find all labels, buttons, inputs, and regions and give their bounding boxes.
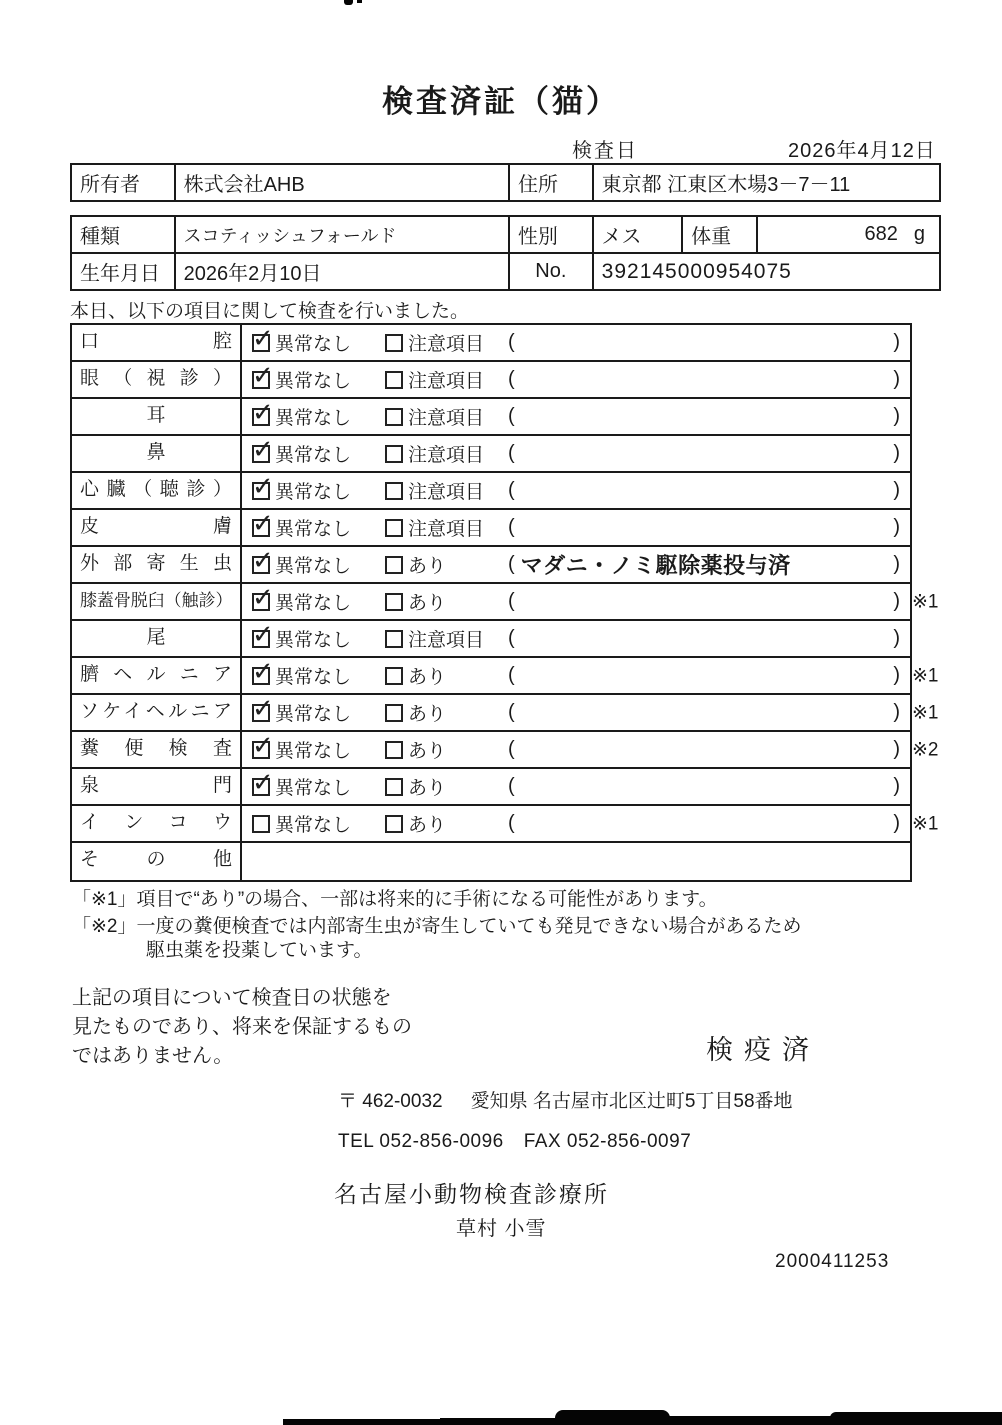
sex-value: メス (592, 217, 682, 252)
opt2-label: 注意項目 (408, 519, 485, 540)
exam-opt1 (242, 736, 375, 763)
exam-paren (508, 664, 910, 687)
exam-row-body (242, 621, 910, 656)
opt1-label: 異常なし (275, 593, 352, 614)
breed-value: スコティッシュフォールド (174, 217, 508, 252)
opt2-checkbox (385, 741, 403, 759)
exam-row (72, 547, 910, 584)
breed-label: 種類 (80, 226, 120, 248)
opt2-label: 注意項目 (408, 445, 485, 466)
exam-opt2 (375, 662, 508, 689)
exam-item-label: 泉門 (72, 769, 242, 804)
opt2-checkbox (385, 408, 403, 426)
opt1-checkbox (252, 334, 270, 352)
paren-close-char: ) (893, 442, 900, 464)
opt2-checkbox (385, 519, 403, 537)
pet-row-2 (72, 252, 939, 289)
exam-paren (508, 479, 910, 502)
exam-note-mark: ※2 (912, 739, 939, 760)
weight-cell (756, 217, 939, 252)
exam-opt2 (375, 477, 508, 504)
paren-close-char: ) (893, 479, 900, 501)
opt1-checkbox (252, 815, 270, 833)
opt2-checkbox (385, 482, 403, 500)
clinic-postal: 〒 462-0032 (338, 1091, 443, 1112)
exam-opt2 (375, 514, 508, 541)
opt1-checkbox (252, 667, 270, 685)
owner-value: 株式会社AHB (174, 165, 508, 200)
opt2-label: 注意項目 (408, 482, 485, 503)
exam-row-body (242, 732, 910, 767)
exam-opt1 (242, 551, 375, 578)
clinic-tel: TEL 052-856-0096 (338, 1131, 504, 1152)
clinic-address: 愛知県 名古屋市北区辻町5丁目58番地 (470, 1091, 793, 1112)
exam-opt2 (375, 699, 508, 726)
exam-opt1 (242, 588, 375, 615)
exam-row (72, 436, 910, 473)
opt2-checkbox (385, 667, 403, 685)
opt2-checkbox (385, 371, 403, 389)
exam-note-mark: ※1 (912, 665, 939, 686)
pet-table (70, 215, 941, 291)
opt2-checkbox (385, 445, 403, 463)
exam-opt2 (375, 366, 508, 393)
exam-row-body (242, 510, 910, 545)
exam-row-body (242, 325, 910, 360)
opt1-checkbox (252, 593, 270, 611)
exam-row-body (242, 473, 910, 508)
exam-opt1 (242, 514, 375, 541)
birthdate-value: 2026年2月10日 (174, 254, 508, 289)
opt2-label: あり (408, 778, 447, 799)
clinic-name: 名古屋小動物検査診療所 (334, 1181, 609, 1207)
exam-row (72, 362, 910, 399)
paren-open-char: ( (508, 405, 515, 427)
address-value: 東京都 江東区木場3－7－11 (592, 165, 939, 200)
footnote-1: 「※1」項目で“あり”の場合、一部は将来的に手術になる可能性があります。 (72, 889, 718, 910)
address-label: 住所 (508, 165, 592, 200)
exam-paren (508, 549, 910, 580)
paren-close-char: ) (893, 701, 900, 723)
paren-open-char: ( (508, 664, 515, 686)
disclaimer (72, 984, 412, 1071)
exam-opt1 (242, 366, 375, 393)
disclaimer-line-1: 上記の項目について検査日の状態を (72, 987, 392, 1009)
opt2-label: あり (408, 593, 447, 614)
exam-paren (508, 701, 910, 724)
opt1-label: 異常なし (275, 445, 352, 466)
exam-date-value: 2026年4月12日 (788, 140, 936, 162)
exam-note-mark: ※1 (912, 813, 939, 834)
exam-item-label: 外部寄生虫 (72, 547, 242, 582)
opt1-label: 異常なし (275, 334, 352, 355)
paren-close-char: ) (893, 590, 900, 612)
clinic-person: 草村 小雪 (456, 1218, 547, 1240)
exam-row-body (242, 806, 910, 841)
exam-item-label: 心臓（聴診） (72, 473, 242, 508)
disclaimer-line-3: ではありません。 (72, 1045, 234, 1067)
exam-row (72, 473, 910, 510)
paren-open-char: ( (508, 812, 515, 834)
owner-row (72, 165, 939, 200)
page-title: 検査済証（猫） (382, 84, 620, 119)
exam-row (72, 510, 910, 547)
clinic-address-line (338, 1086, 793, 1113)
exam-paren (508, 738, 910, 761)
exam-item-label: 口腔 (72, 325, 242, 360)
clinic-tel-line (338, 1131, 691, 1153)
opt1-label: 異常なし (275, 815, 352, 836)
opt1-checkbox (252, 482, 270, 500)
serial-number: 2000411253 (775, 1251, 890, 1272)
exam-row-body (242, 658, 910, 693)
exam-item-label: 臍ヘルニア (72, 658, 242, 693)
opt1-checkbox (252, 778, 270, 796)
opt2-checkbox (385, 593, 403, 611)
paren-close-char: ) (893, 812, 900, 834)
paren-close-char: ) (893, 627, 900, 649)
exam-row-body (242, 399, 910, 434)
exam-row (72, 806, 939, 843)
exam-row (72, 769, 910, 806)
paren-open-char: ( (508, 627, 515, 649)
exam-row-body (242, 436, 910, 471)
paren-close-char: ) (893, 775, 900, 797)
opt1-label: 異常なし (275, 741, 352, 762)
exam-opt1 (242, 403, 375, 430)
footnote-2-cont: 駆虫薬を投薬しています。 (146, 940, 373, 961)
exam-item-label: 鼻 (72, 436, 242, 471)
opt1-checkbox (252, 741, 270, 759)
opt2-checkbox (385, 815, 403, 833)
opt2-label: あり (408, 704, 447, 725)
exam-row-body (242, 843, 910, 880)
birthdate-label: 生年月日 (80, 263, 160, 285)
exam-table (70, 323, 939, 882)
opt2-label: 注意項目 (408, 371, 485, 392)
weight-label: 体重 (681, 217, 756, 252)
exam-item-label: 耳 (72, 399, 242, 434)
exam-paren (508, 442, 910, 465)
exam-opt1 (242, 440, 375, 467)
opt1-label: 異常なし (275, 667, 352, 688)
exam-opt2 (375, 773, 508, 800)
exam-item-label: インコウ (72, 806, 242, 841)
paren-open-char: ( (508, 331, 515, 353)
exam-opt2 (375, 736, 508, 763)
opt1-checkbox (252, 704, 270, 722)
opt1-checkbox (252, 371, 270, 389)
exam-note-mark: ※1 (912, 591, 939, 612)
opt2-checkbox (385, 556, 403, 574)
exam-row (72, 325, 910, 362)
paren-close-char: ) (893, 368, 900, 390)
paren-open-char: ( (508, 368, 515, 390)
opt2-label: 注意項目 (408, 630, 485, 651)
exam-row (72, 621, 910, 658)
exam-paren (508, 516, 910, 539)
exam-paren (508, 405, 910, 428)
paren-open-char: ( (508, 516, 515, 538)
paren-open-char: ( (508, 590, 515, 612)
paren-close-char: ) (893, 516, 900, 538)
exam-opt2 (375, 403, 508, 430)
opt1-checkbox (252, 556, 270, 574)
exam-paren (508, 812, 910, 835)
exam-row (72, 695, 939, 732)
paren-close-char: ) (893, 405, 900, 427)
exam-note-mark: ※1 (912, 702, 939, 723)
weight-value: 682 (864, 223, 898, 245)
exam-row-body (242, 584, 910, 619)
paren-open-char: ( (508, 479, 515, 501)
disclaimer-line-2: 見たものであり、将来を保証するもの (72, 1016, 412, 1038)
exam-item-label: 尾 (72, 621, 242, 656)
exam-paren (508, 590, 910, 613)
exam-paren (508, 331, 910, 354)
paren-open-char: ( (508, 553, 515, 575)
paren-close-char: ) (893, 664, 900, 686)
opt1-checkbox (252, 445, 270, 463)
opt2-label: 注意項目 (408, 408, 485, 429)
exam-row-body (242, 695, 910, 730)
exam-item-label: 膝蓋骨脱臼（触診） (72, 584, 242, 619)
weight-unit: g (913, 223, 926, 245)
exam-item-label: 糞便検査 (72, 732, 242, 767)
quarantine-stamp: 検疫済 (706, 1035, 820, 1065)
paren-open-char: ( (508, 775, 515, 797)
opt2-label: あり (408, 556, 447, 577)
opt1-label: 異常なし (275, 704, 352, 725)
exam-row-body (242, 769, 910, 804)
exam-paren (508, 627, 910, 650)
paren-open-char: ( (508, 738, 515, 760)
exam-paren (508, 775, 910, 798)
exam-row (72, 584, 939, 621)
opt1-label: 異常なし (275, 556, 352, 577)
exam-date-label: 検査日 (572, 140, 638, 162)
paren-close-char: ) (893, 553, 900, 575)
exam-opt2 (375, 551, 508, 578)
exam-row (72, 732, 939, 769)
exam-opt1 (242, 773, 375, 800)
exam-row (72, 399, 910, 436)
exam-opt1 (242, 625, 375, 652)
opt2-label: あり (408, 667, 447, 688)
opt2-label: 注意項目 (408, 334, 485, 355)
exam-item-label: 皮膚 (72, 510, 242, 545)
opt2-label: あり (408, 815, 447, 836)
exam-opt2 (375, 625, 508, 652)
exam-opt2 (375, 329, 508, 356)
exam-opt2 (375, 588, 508, 615)
exam-item-label: その他 (72, 843, 242, 880)
intro-text: 本日、以下の項目に関して検査を行いました。 (70, 301, 470, 322)
opt1-checkbox (252, 519, 270, 537)
opt1-label: 異常なし (275, 371, 352, 392)
paren-close-char: ) (893, 738, 900, 760)
paren-open-char: ( (508, 442, 515, 464)
opt2-checkbox (385, 334, 403, 352)
opt1-checkbox (252, 408, 270, 426)
exam-opt1 (242, 662, 375, 689)
owner-table (70, 163, 941, 202)
opt1-checkbox (252, 630, 270, 648)
opt1-label: 異常なし (275, 519, 352, 540)
sex-label: 性別 (508, 217, 592, 252)
clinic-fax: FAX 052-856-0097 (523, 1131, 692, 1152)
pet-row-1 (72, 217, 939, 252)
footnote-2: 「※2」一度の糞便検査では内部寄生虫が寄生していても発見できない場合があるため (72, 916, 802, 937)
owner-label: 所有者 (80, 174, 140, 196)
paren-close-char: ) (893, 331, 900, 353)
opt2-label: あり (408, 741, 447, 762)
opt1-label: 異常なし (275, 408, 352, 429)
no-value: 392145000954075 (592, 254, 939, 289)
opt2-checkbox (385, 778, 403, 796)
exam-opt1 (242, 329, 375, 356)
no-label: No. (508, 254, 592, 289)
opt2-checkbox (385, 630, 403, 648)
paren-open-char: ( (508, 701, 515, 723)
exam-opt2 (375, 810, 508, 837)
exam-opt1 (242, 477, 375, 504)
exam-row (72, 658, 939, 695)
exam-paren (508, 368, 910, 391)
exam-item-label: 眼（視診） (72, 362, 242, 397)
exam-row-body (242, 547, 910, 582)
opt1-label: 異常なし (275, 482, 352, 503)
exam-row (72, 843, 910, 880)
opt1-label: 異常なし (275, 630, 352, 651)
exam-opt1 (242, 810, 375, 837)
exam-finding-text: マダニ・ノミ駆除薬投与済 (520, 553, 791, 578)
exam-opt2 (375, 440, 508, 467)
exam-opt1 (242, 699, 375, 726)
exam-row-body (242, 362, 910, 397)
opt1-label: 異常なし (275, 778, 352, 799)
opt2-checkbox (385, 704, 403, 722)
exam-item-label: ソケイヘルニア (72, 695, 242, 730)
